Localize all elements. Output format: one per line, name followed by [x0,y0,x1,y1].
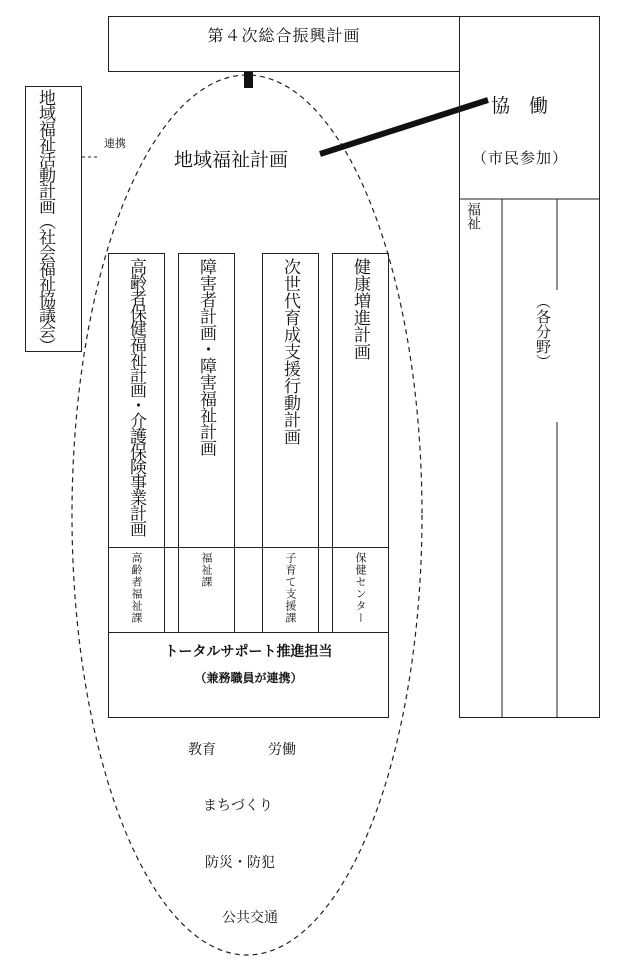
gap-mask-2 [235,548,262,632]
sub-plan-2-label: 障害者計画・障害福祉計画 [196,258,216,456]
field-rodo: 労働 [268,742,296,758]
sub-plan-3-label: 次世代育成支援行動計画 [280,258,300,445]
central-plan-label: 地域福祉計画 [174,149,289,171]
left-plan-box [25,86,82,352]
field-machi: まちづくり [203,798,273,814]
kakubunya-label: （各分野） [534,294,552,369]
top-plan-label: 第４次総合振興計画 [207,26,361,45]
fukushi-label: 福祉 [465,202,481,230]
gap-mask-3 [319,548,332,632]
sub-plan-1-label: 高齢者保健福祉計画・介護保険事業計画 [126,258,146,536]
kyodo-label: 協 働 [491,95,549,117]
field-kotsu: 公共交通 [222,910,278,926]
gap-mask-1 [165,548,178,632]
field-kyoiku: 教育 [188,742,216,758]
sub-plan-4-label: 健康増進計画 [350,258,370,360]
dept-3-label: 子育て支援課 [284,552,297,624]
shimin-label: （市民参加） [472,149,569,167]
dept-4-label: 保健センター [354,552,367,624]
dept-1-label: 高齢者福祉課 [130,552,143,624]
dept-row-line [108,547,389,548]
field-bosai: 防災・防犯 [205,855,275,871]
top-connector [244,71,253,88]
total-support-inner-line [108,632,389,633]
renkei-left-label: 連携 [104,137,126,150]
citizen-box [459,16,600,718]
dept-2-label: 福祉課 [200,552,213,588]
left-plan-label: 地域福祉活動計画（社会福祉協議会） [35,89,55,353]
top-plan-box [108,16,460,72]
total-support-label: トータルサポート推進担当 [164,644,333,660]
total-support-note: （兼務職員が連携） [194,671,303,685]
